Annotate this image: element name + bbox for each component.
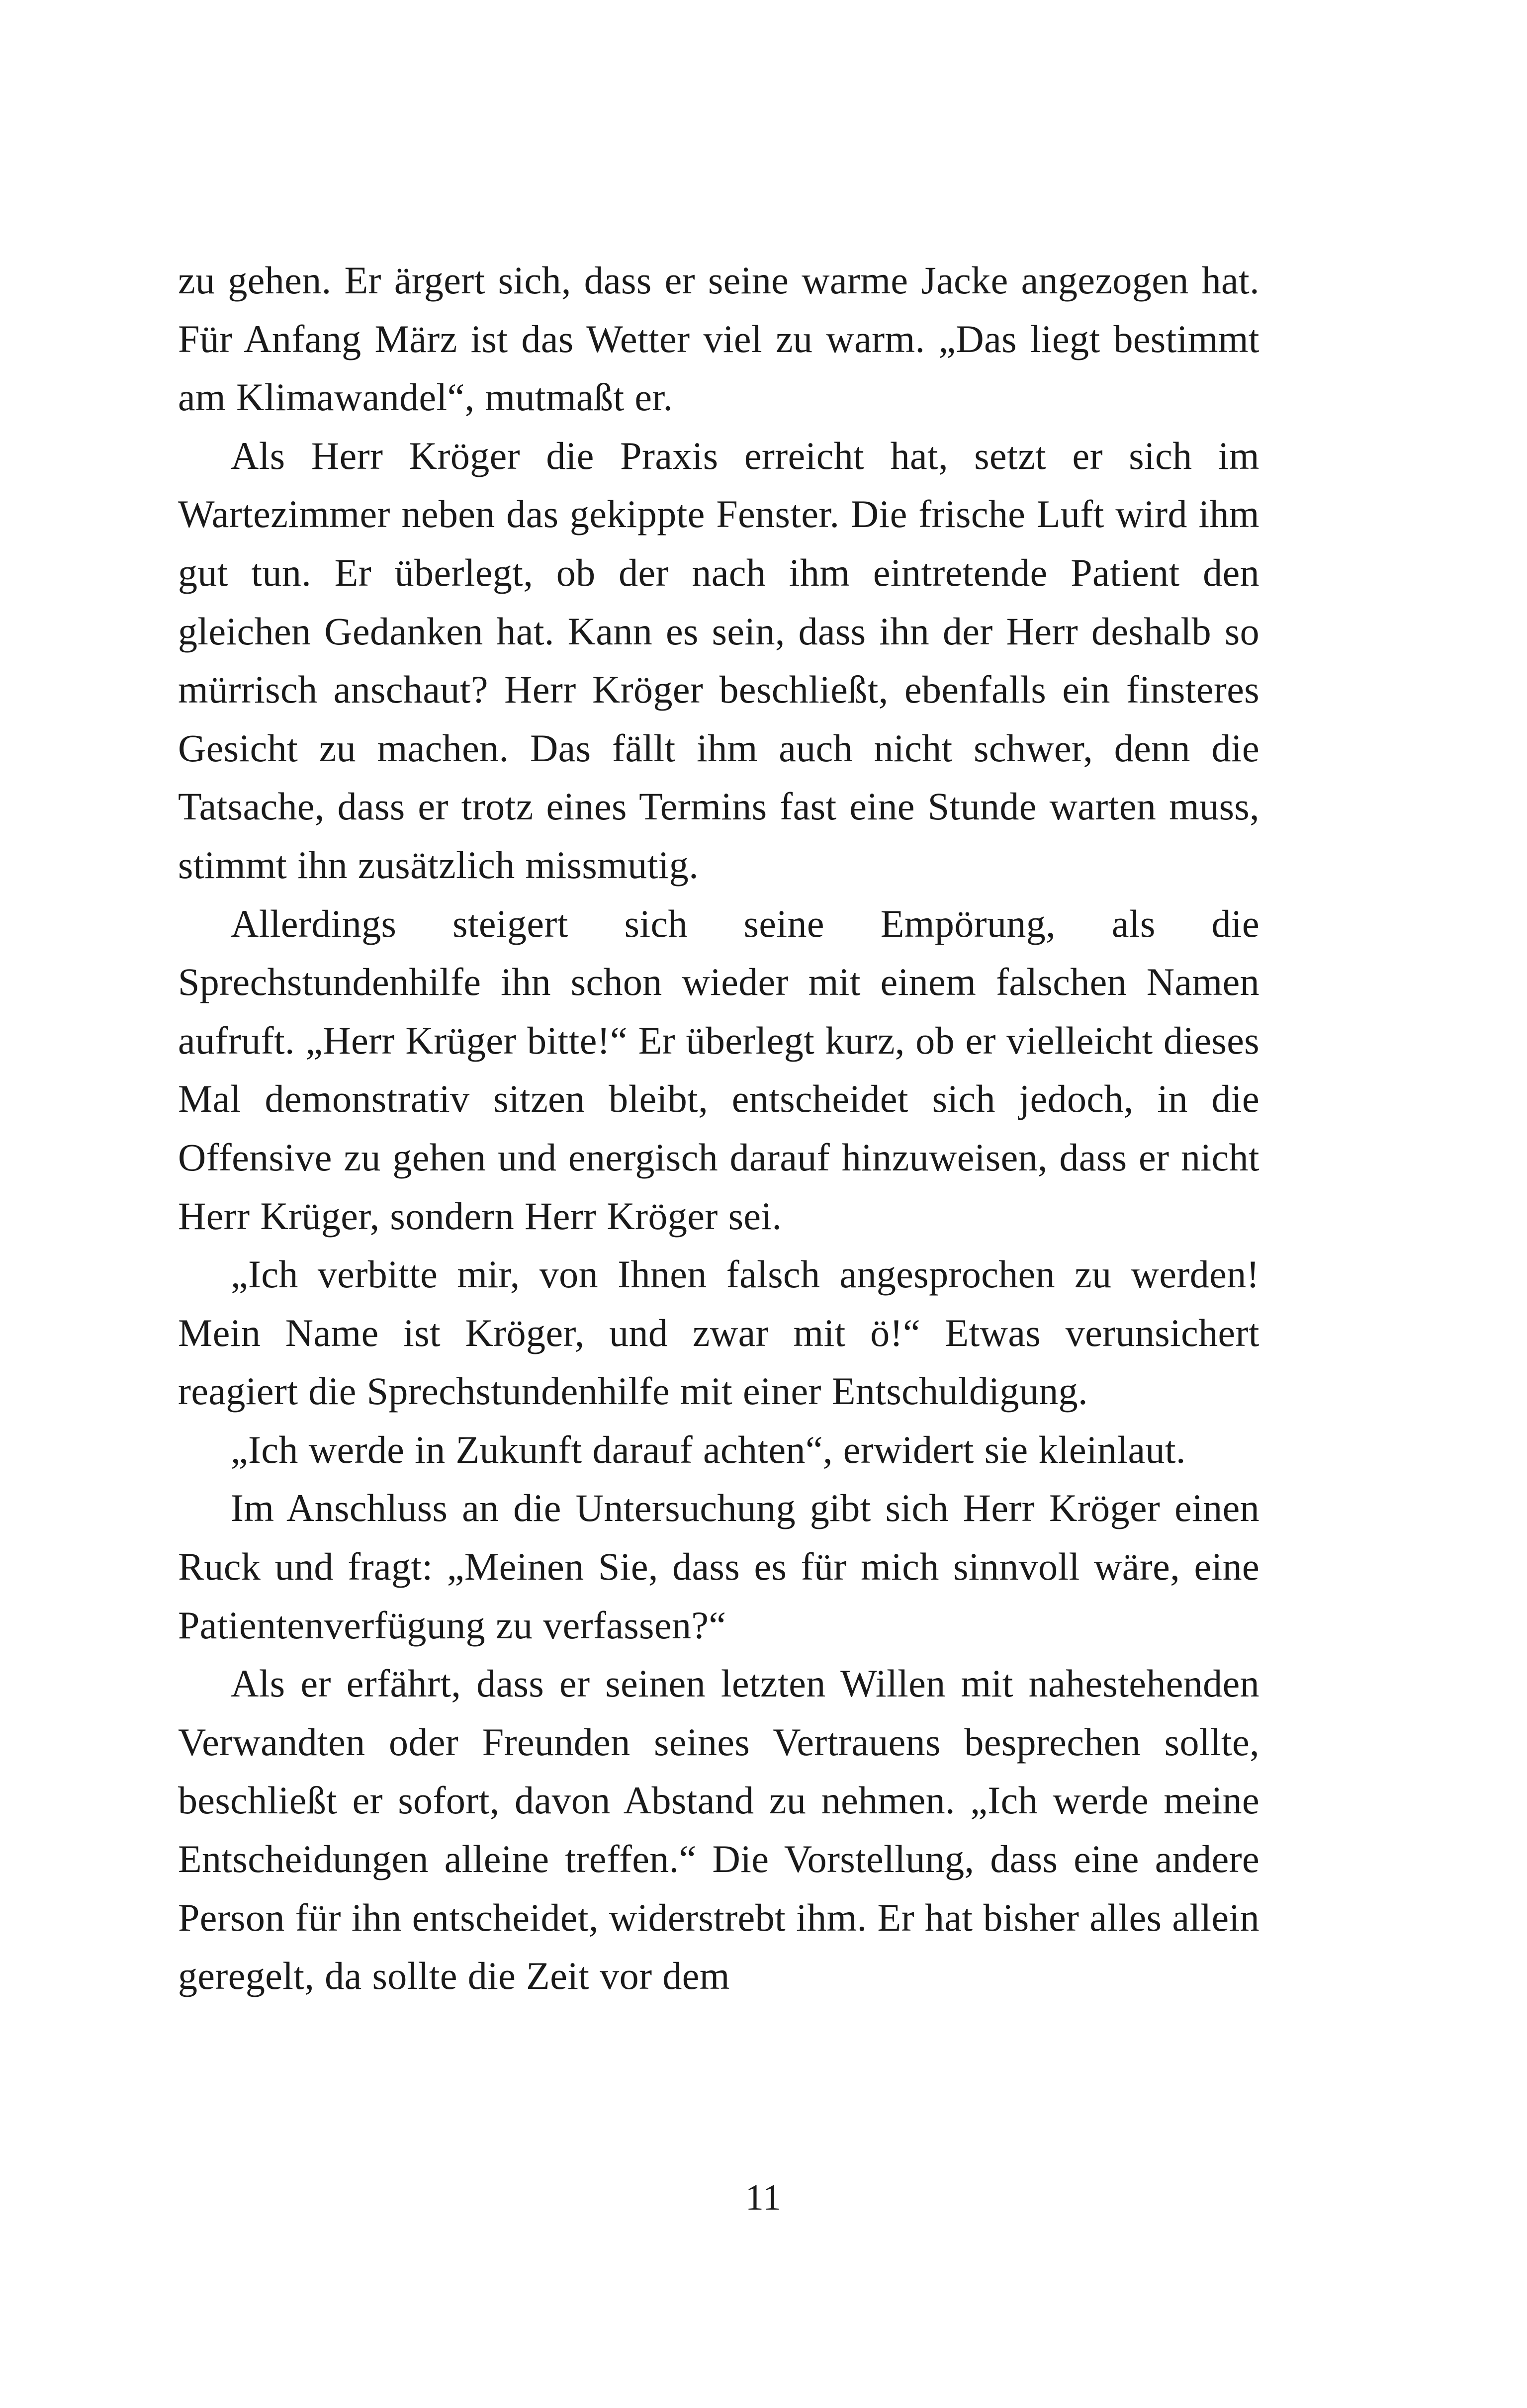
paragraph-7: Als er erfährt, dass er seinen letzten Willen mit nahestehenden Verwandten oder Freunden seines Vertrauens besprechen sollte, beschließt er sofort, davon Abstand zu nehmen. „Ich werde meine Entscheidungen alleine treffen.“ Die Vorstellung, dass eine andere Person für ihn entscheidet, widerstrebt ihm. Er hat bisher alles allein geregelt, da sollte die Zeit vor dem	[178, 1662, 1259, 1998]
paragraph-4: „Ich verbitte mir, von Ihnen falsch angesprochen zu werden! Mein Name ist Kröger, und zwar mit ö!“ Etwas verunsichert reagiert die Sprechstundenhilfe mit einer Entschuldigung.	[178, 1252, 1259, 1413]
paragraph-6: Im Anschluss an die Untersuchung gibt sich Herr Kröger einen Ruck und fragt: „Meinen Sie, dass es für mich sinnvoll wäre, eine Patientenverfügung zu verfassen?“	[178, 1486, 1259, 1647]
page-number: 11	[745, 2177, 782, 2218]
paragraph-5: „Ich werde in Zukunft darauf achten“, erwidert sie kleinlaut.	[231, 1427, 1186, 1471]
paragraph-3: Allerdings steigert sich seine Empörung, als die Sprechstundenhilfe ihn schon wieder mit einem falschen Namen aufruft. „Herr Krüger bitte!“ Er überlegt kurz, ob er vielleicht dieses Mal demonstrativ sitzen bleibt, entscheidet sich jedoch, in die Offensive zu gehen und energisch darauf hinzuweisen, dass er nicht Herr Krüger, sondern Herr Kröger sei.	[178, 901, 1259, 1238]
paragraph-2: Als Herr Kröger die Praxis erreicht hat, setzt er sich im Wartezimmer neben das gekippte Fenster. Die frische Luft wird ihm gut tun. Er überlegt, ob der nach ihm eintretende Patient den gleichen Gedanken hat. Kann es sein, dass ihn der Herr deshalb so mürrisch anschaut? Herr Kröger beschließt, ebenfalls ein finsteres Gesicht zu machen. Das fällt ihm auch nicht schwer, denn die Tatsache, dass er trotz eines Termins fast eine Stunde warten muss, stimmt ihn zusätzlich missmutig.	[178, 434, 1259, 887]
paragraph-1: zu gehen. Er ärgert sich, dass er seine warme Jacke angezogen hat. Für Anfang März ist das Wetter viel zu warm. „Das liegt bestimmt am Klimawandel“, mutmaßt er.	[178, 259, 1259, 419]
body-text	[178, 251, 1259, 2005]
